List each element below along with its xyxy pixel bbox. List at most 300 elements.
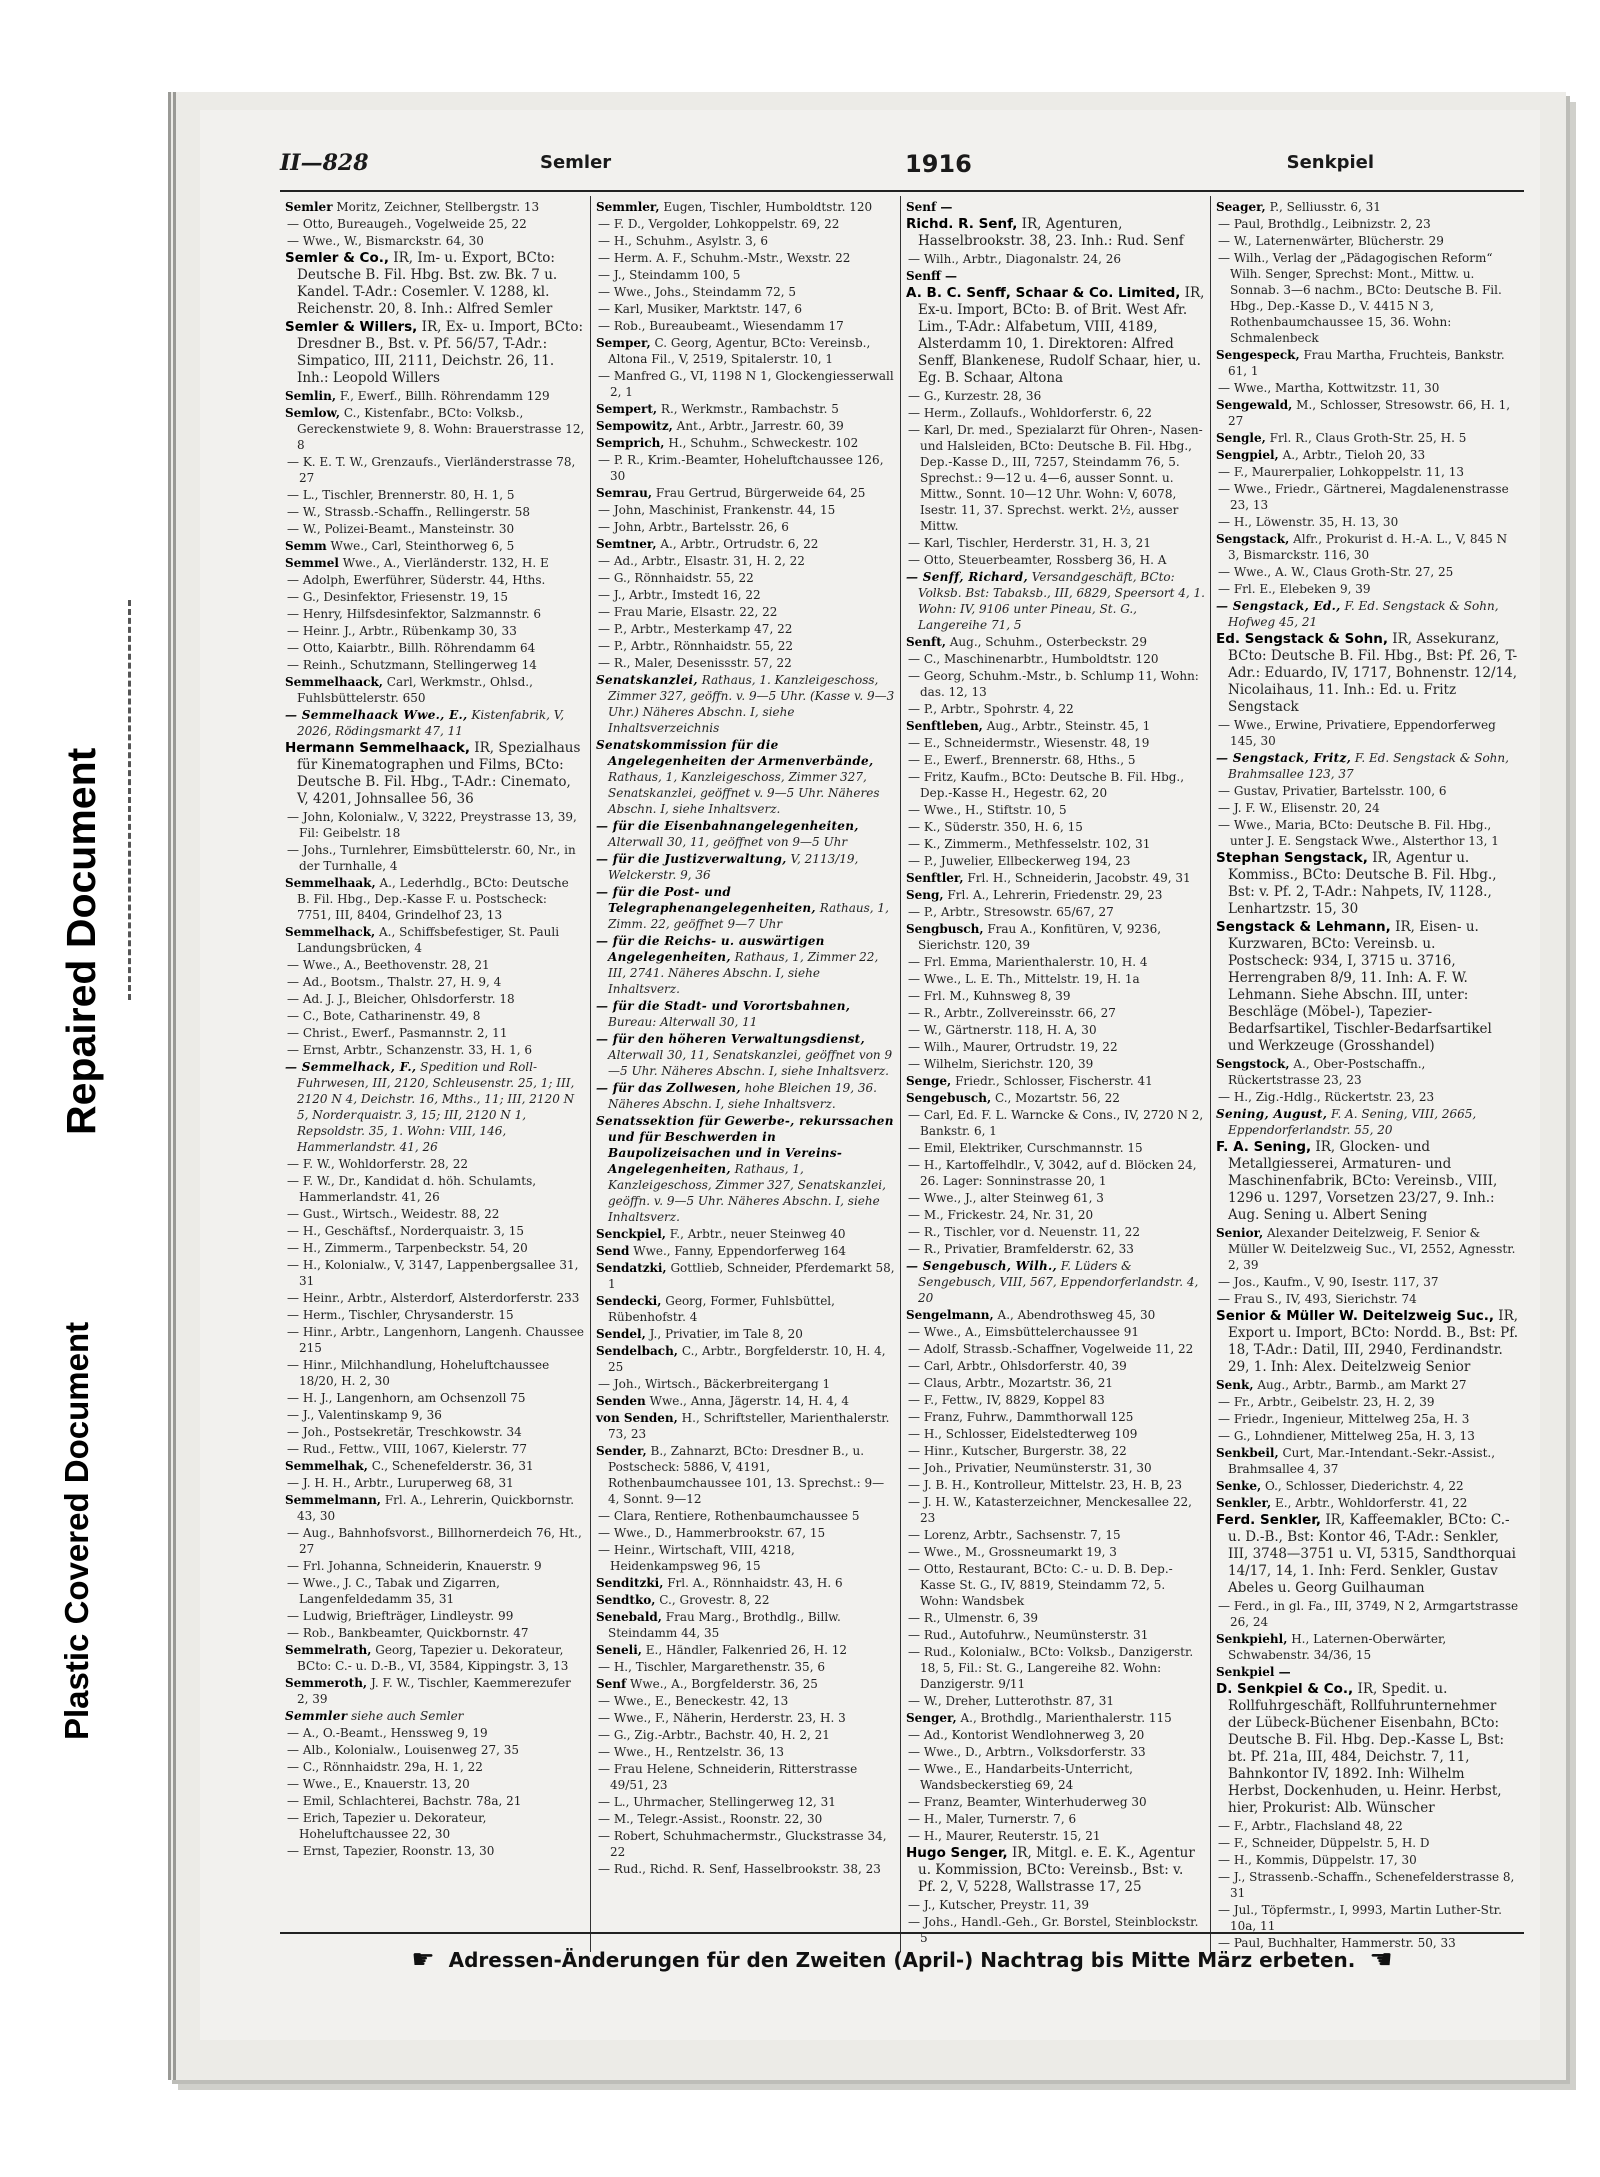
- entry-name: Senatskanzlei,: [596, 673, 698, 687]
- entry-details: — Ad., Kontorist Wendlohnerweg 3, 20: [908, 1728, 1145, 1742]
- directory-entry: [596, 1525, 895, 1541]
- entry-details: Alexander Deitelzweig, F. Senior & Müller W. Deitelzweig Suc., VI, 2552, Agnesstr. 2, 39: [1228, 1226, 1516, 1272]
- entry-details: — Wwe., Erwine, Privatiere, Eppendorferweg 145, 30: [1218, 718, 1496, 748]
- directory-entry: [285, 388, 585, 404]
- entry-name: — für die Post- und Telegraphenangelegenheiten,: [596, 885, 816, 915]
- entry-name: Ed. Sengstack & Sohn,: [1216, 631, 1388, 647]
- directory-entry: [906, 1056, 1205, 1072]
- entry-details: F. Ed. Sengstack & Sohn, Brahmsallee 123, 37: [1228, 751, 1509, 781]
- entry-details: — Gust., Wirtsch., Weidestr. 88, 22: [287, 1207, 500, 1221]
- directory-entry: [1216, 1598, 1519, 1630]
- entry-details: — H., Zig.-Hdlg., Rückertstr. 23, 23: [1218, 1090, 1435, 1104]
- entry-details: — Otto, Bureaugeh., Vogelweide 25, 22: [287, 217, 527, 231]
- entry-details: — F., Maurerpalier, Lohkoppelstr. 11, 13: [1218, 465, 1465, 479]
- directory-entry: [1216, 1291, 1519, 1307]
- directory-entry: [906, 1443, 1205, 1459]
- entry-details: — H., Maurer, Reuterstr. 15, 21: [908, 1829, 1101, 1843]
- directory-entry: [906, 701, 1205, 717]
- entry-details: Frau Gertrud, Bürgerweide 64, 25: [655, 486, 866, 500]
- entry-details: IR, Spedit. u. Rollfuhrgeschäft, Rollfuhrunternehmer der Lübeck-Büchener Eisenbahn, BCto: Deutsche B. Fil. Hbg. Dep.-Kasse L, Bst: bt. Pf. 21a, III, 484, Deichstr. 7, 11, Bahnkontor IV, 1892. Inh: Wilhelm Herbst, Dockenhuden, u. Heinr. Herbst, hier, Prokurist: Alb. Wünscher: [1228, 1681, 1505, 1816]
- directory-entry: [285, 233, 585, 249]
- directory-entry: [1216, 581, 1519, 597]
- directory-entry: [285, 1223, 585, 1239]
- directory-entry: [906, 1644, 1205, 1692]
- entry-details: — P., Arbtr., Mesterkamp 47, 22: [598, 622, 793, 636]
- entry-name: Sengespeck,: [1216, 348, 1300, 362]
- entry-details: IR, Kaffeemakler, BCto: C.- u. D.-B., Bst: Kontor 46, T-Adr.: Senkler, III, 3748—3751 u. VI, 5315, Sandthorquai 14/17, 14, 1. Inh: Ferd. Senkler, Gustav Abeles u. Georg Guilhauman: [1228, 1512, 1517, 1596]
- directory-entry: [285, 1810, 585, 1842]
- directory-entry: [596, 1343, 895, 1375]
- entry-details: — Adolph, Ewerführer, Süderstr. 44, Hths.: [287, 573, 546, 587]
- entry-details: — M., Frickestr. 24, Nr. 31, 20: [908, 1208, 1094, 1222]
- entry-details: — C., Rönnhaidstr. 29a, H. 1, 22: [287, 1760, 483, 1774]
- directory-entry: [285, 623, 585, 639]
- entry-name: Semprich,: [596, 436, 665, 450]
- entry-details: — Manfred G., VI, 1198 N 1, Glockengiesserwall 2, 1: [598, 369, 894, 399]
- directory-entry: [285, 924, 585, 956]
- entry-name: Semrau,: [596, 486, 652, 500]
- directory-entry: [596, 418, 895, 434]
- directory-entry: [596, 621, 895, 637]
- directory-column-4: [1210, 196, 1524, 1952]
- entry-details: — Frau S., IV, 493, Sierichstr. 74: [1218, 1292, 1417, 1306]
- entry-name: — für die Stadt- und Vorortsbahnen,: [596, 999, 851, 1013]
- directory-entry: [1216, 1411, 1519, 1427]
- directory-entry: [1216, 1274, 1519, 1290]
- directory-entry: [285, 199, 585, 215]
- directory-entry: [596, 1659, 895, 1675]
- directory-entry: [906, 921, 1205, 953]
- directory-entry: [596, 502, 895, 518]
- directory-entry: [596, 553, 895, 569]
- directory-entry: [906, 1409, 1205, 1425]
- entry-details: — F., Arbtr., Flachsland 48, 22: [1218, 1819, 1403, 1833]
- entry-details: hohe Bleichen 19, 36. Näheres Abschn. I, siehe Inhaltsverz.: [608, 1081, 877, 1111]
- directory-entry: [906, 802, 1205, 818]
- entry-details: — Friedr., Ingenieur, Mittelweg 25a, H. 3: [1218, 1412, 1470, 1426]
- directory-entry: [1216, 1869, 1519, 1901]
- entry-name: — Semmelhaack Wwe., E.,: [285, 708, 468, 722]
- entry-details: — Wwe., Friedr., Gärtnerei, Magdalenenstrasse 23, 13: [1218, 482, 1509, 512]
- directory-entry: [1216, 564, 1519, 580]
- entry-details: — W., Polizei-Beamt., Mansteinstr. 30: [287, 522, 515, 536]
- entry-details: — R., Privatier, Bramfelderstr. 62, 33: [908, 1242, 1134, 1256]
- entry-details: R., Werkmstr., Rambachstr. 5: [660, 402, 839, 416]
- entry-name: Sender,: [596, 1444, 647, 1458]
- pointing-hand-icon: ☛: [411, 1945, 435, 1975]
- directory-entry: [596, 1326, 895, 1342]
- directory-entry: [596, 570, 895, 586]
- entry-details: — Hinr., Arbtr., Langenhorn, Langenh. Chaussee 215: [287, 1325, 584, 1355]
- directory-entry: [906, 870, 1205, 886]
- directory-entry: [1216, 531, 1519, 563]
- directory-entry: [285, 1458, 585, 1474]
- directory-entry: [906, 552, 1205, 568]
- entry-details: F., Ewerf., Billh. Röhrendamm 129: [339, 389, 550, 403]
- entry-details: — G., Kurzestr. 28, 36: [908, 389, 1042, 403]
- directory-entry: [906, 1358, 1205, 1374]
- entry-details: IR, Agentur u. Kommiss., BCto: Deutsche B. Fil. Hbg., Bst: v. Pf. 2, T-Adr.: Nahpets, IV, 1128., Lenhartzstr. 15, 30: [1228, 850, 1497, 917]
- directory-entry: [906, 1426, 1205, 1442]
- entry-name: Semmel: [285, 556, 339, 570]
- directory-entry: [596, 1243, 895, 1259]
- footer-notice: [280, 1942, 1524, 1978]
- entry-details: F. Ed. Sengstack & Sohn, Hofweg 45, 21: [1228, 599, 1499, 629]
- entry-details: — Wwe., Johs., Steindamm 72, 5: [598, 285, 796, 299]
- directory-entry: [596, 1410, 895, 1442]
- highlighted-entry: [596, 1080, 895, 1112]
- entry-name: Senke,: [1216, 1479, 1262, 1493]
- entry-details: E., Händler, Falkenried 26, H. 12: [645, 1643, 848, 1657]
- directory-page: [200, 110, 1540, 2040]
- directory-entry: [906, 199, 1205, 215]
- directory-entry: [596, 318, 895, 334]
- directory-entry: [285, 1206, 585, 1222]
- highlighted-entry: [596, 851, 895, 883]
- entry-name: — für die Reichs- u. auswärtigen Angelegenheiten,: [596, 934, 825, 964]
- entry-details: — Johs., Handl.-Geh., Gr. Borstel, Steinblockstr. 5: [908, 1915, 1199, 1945]
- firm-entry: [1216, 919, 1519, 1055]
- directory-entry: [285, 1642, 585, 1674]
- entry-details: — Rud., Fettw., VIII, 1067, Kielerstr. 77: [287, 1442, 527, 1456]
- entry-name: Senior,: [1216, 1226, 1264, 1240]
- directory-entry: [906, 1107, 1205, 1139]
- directory-entry: [906, 1140, 1205, 1156]
- directory-entry: [285, 1625, 585, 1641]
- entry-name: Senior & Müller W. Deitelzweig Suc.,: [1216, 1308, 1494, 1324]
- directory-entry: [285, 974, 585, 990]
- highlighted-entry: [1216, 1106, 1519, 1138]
- entry-name: Semmelrath,: [285, 1643, 372, 1657]
- directory-entry: [1216, 1428, 1519, 1444]
- directory-entry: [1216, 347, 1519, 379]
- entry-details: Rathaus, 1. Kanzleigeschoss, Zimmer 327, geöffn. v. 9—5 Uhr. (Kasse v. 9—3 Uhr.) Näheres Abschn. I, siehe Inhaltsverzeichnis: [608, 673, 895, 735]
- directory-entry: [906, 904, 1205, 920]
- entry-details: Moritz, Zeichner, Stellbergstr. 13: [336, 200, 540, 214]
- entry-details: C., Arbtr., Borgfelderstr. 10, H. 4, 25: [608, 1344, 886, 1374]
- directory-entry: [285, 657, 585, 673]
- directory-entry: [285, 809, 585, 841]
- directory-entry: [285, 1424, 585, 1440]
- entry-name: — Semmelhack, F.,: [285, 1060, 417, 1074]
- entry-name: Sendtko,: [596, 1593, 656, 1607]
- directory-entry: [906, 1375, 1205, 1391]
- directory-entry: [285, 991, 585, 1007]
- directory-entry: [285, 589, 585, 605]
- directory-entry: [285, 1575, 585, 1607]
- entry-details: Wwe., A., Borgfelderstr. 36, 25: [630, 1677, 818, 1691]
- directory-entry: [906, 853, 1205, 869]
- directory-entry: [285, 521, 585, 537]
- directory-entry: [596, 604, 895, 620]
- entry-details: — G., Desinfektor, Friesenstr. 19, 15: [287, 590, 508, 604]
- directory-entry: [1216, 1835, 1519, 1851]
- directory-entry: [596, 250, 895, 266]
- entry-name: — für das Zollwesen,: [596, 1081, 741, 1095]
- entry-details: — Herm., Tischler, Chrysanderstr. 15: [287, 1308, 514, 1322]
- entry-details: Aug., Arbtr., Barmb., am Markt 27: [1257, 1378, 1467, 1392]
- directory-entry: [285, 1025, 585, 1041]
- entry-details: — Hinr., Milchhandlung, Hoheluftchaussee 18/20, H. 2, 30: [287, 1358, 550, 1388]
- directory-entry: [906, 1157, 1205, 1189]
- entry-details: Alterwall 30, 11, Senatskanzlei, geöffnet von 9—5 Uhr. Näheres Abschn. I, siehe Inhaltsverz.: [608, 1048, 893, 1078]
- directory-entry: [1216, 817, 1519, 849]
- entry-name: Send: [596, 1244, 630, 1258]
- entry-details: O., Schlosser, Diederichstr. 4, 22: [1264, 1479, 1464, 1493]
- entry-details: A., Lederhdlg., BCto: Deutsche B. Fil. Hbg., Dep.-Kasse F. u. Postscheck: 7751, III, 8404, Grindelhof 23, 13: [297, 876, 569, 922]
- entry-details: — Jos., Kaufm., V, 90, Isestr. 117, 37: [1218, 1275, 1439, 1289]
- directory-entry: [596, 1710, 895, 1726]
- directory-entry: [285, 1324, 585, 1356]
- entry-name: Semler: [285, 200, 333, 214]
- entry-name: Semmelhack,: [285, 925, 376, 939]
- directory-entry: [596, 1861, 895, 1877]
- entry-details: — W., Strassb.-Schaffn., Rellingerstr. 58: [287, 505, 531, 519]
- entry-name: Senge,: [906, 1074, 952, 1088]
- entry-details: — Wwe., W., Bismarckstr. 64, 30: [287, 234, 484, 248]
- directory-column-1: [280, 196, 590, 1952]
- page-number: II—828: [280, 150, 369, 176]
- entry-details: — Rob., Bankbeamter, Quickbornstr. 47: [287, 1626, 529, 1640]
- directory-entry: [906, 1207, 1205, 1223]
- directory-entry: [1216, 1852, 1519, 1868]
- entry-details: — Wwe., F., Näherin, Herderstr. 23, H. 3: [598, 1711, 846, 1725]
- entry-details: — Rob., Bureaubeamt., Wiesendamm 17: [598, 319, 844, 333]
- directory-entry: [906, 1727, 1205, 1743]
- directory-entry: [285, 1793, 585, 1809]
- directory-entry: [596, 1609, 895, 1641]
- entry-details: — H., Tischler, Margarethenstr. 35, 6: [598, 1660, 825, 1674]
- directory-entry: [906, 1693, 1205, 1709]
- entry-details: — Wilh., Arbtr., Diagonalstr. 24, 26: [908, 252, 1121, 266]
- entry-details: Ant., Arbtr., Jarrestr. 60, 39: [676, 419, 844, 433]
- entry-details: IR, Assekuranz, BCto: Deutsche B. Fil. Hbg., Bst: Pf. 26, T-Adr.: Eduardo, IV, 1717, Bohnenstr. 12/14, Nicolaihaus, 11. Inh.: Ed. u. Fritz Sengstack: [1228, 631, 1518, 715]
- firm-entry: [285, 250, 585, 318]
- directory-entry: [596, 1642, 895, 1658]
- directory-entry: [596, 1744, 895, 1760]
- entry-details: Curt, Mar.-Intendant.-Sekr.-Assist., Brahmsallee 4, 37: [1228, 1446, 1496, 1476]
- highlighted-entry: [906, 1258, 1205, 1306]
- entry-details: — E., Schneidermstr., Wiesenstr. 48, 19: [908, 736, 1150, 750]
- firm-entry: [906, 285, 1205, 387]
- entry-details: — J. H. W., Katasterzeichner, Menckesallee 22, 23: [908, 1495, 1192, 1525]
- entry-details: — M., Telegr.-Assist., Roonstr. 22, 30: [598, 1812, 823, 1826]
- directory-entry: [906, 651, 1205, 667]
- entry-name: Semmelhak,: [285, 1459, 368, 1473]
- entry-name: A. B. C. Senff, Schaar & Co. Limited,: [906, 285, 1181, 301]
- directory-entry: [285, 487, 585, 503]
- entry-name: Seneli,: [596, 1643, 642, 1657]
- directory-column-3: [900, 196, 1210, 1952]
- entry-details: — H., Kommis, Düppelstr. 17, 30: [1218, 1853, 1417, 1867]
- directory-entry: [285, 1558, 585, 1574]
- directory-entry: [596, 536, 895, 552]
- entry-details: — W., Gärtnerstr. 118, H. A, 30: [908, 1023, 1097, 1037]
- entry-name: Sening, August,: [1216, 1107, 1328, 1121]
- entry-details: Frau A., Konfitüren, V, 9236, Sierichstr. 120, 39: [918, 922, 1162, 952]
- directory-entry: [1216, 800, 1519, 816]
- directory-entry: [906, 819, 1205, 835]
- highlighted-entry: [1216, 750, 1519, 782]
- entry-details: — K., Zimmerm., Methfesselstr. 102, 31: [908, 837, 1151, 851]
- entry-details: — F. D., Vergolder, Lohkoppelstr. 69, 22: [598, 217, 840, 231]
- directory-entry: [285, 640, 585, 656]
- directory-entry: [906, 1190, 1205, 1206]
- highlighted-entry: [906, 569, 1205, 633]
- entry-details: — Wwe., L. E. Th., Mittelstr. 19, H. 1a: [908, 972, 1140, 986]
- entry-details: — J., Arbtr., Imstedt 16, 22: [598, 588, 761, 602]
- directory-entry: [285, 1675, 585, 1707]
- directory-entry: [285, 572, 585, 588]
- directory-entry: [285, 454, 585, 486]
- entry-details: — Wwe., E., Knauerstr. 13, 20: [287, 1777, 470, 1791]
- entry-details: — W., Dreher, Lutterothstr. 87, 31: [908, 1694, 1114, 1708]
- entry-name: Senff —: [906, 269, 958, 283]
- highlighted-entry: [596, 737, 895, 817]
- left-guide-word: Semler: [540, 152, 612, 173]
- entry-details: Versandgeschäft, BCto: Volksb. Bst: Tabaksb., III, 6829, Speersort 4, 1. Wohn: IV, 9106 unter Pineau, St. G., Langereihe 71, 5: [918, 570, 1205, 632]
- directory-entry: [596, 587, 895, 603]
- entry-details: — C., Bote, Catharinenstr. 49, 8: [287, 1009, 481, 1023]
- entry-details: — Wwe., M., Grossneumarkt 19, 3: [908, 1545, 1117, 1559]
- directory-entry: [596, 1443, 895, 1507]
- directory-entry: [596, 485, 895, 501]
- entry-name: Sengelmann,: [906, 1308, 994, 1322]
- firm-entry: [1216, 1139, 1519, 1224]
- firm-entry: [1216, 631, 1519, 716]
- entry-name: Senditzki,: [596, 1576, 664, 1590]
- entry-name: — Sengstack, Ed.,: [1216, 599, 1341, 613]
- entry-details: — Christ., Ewerf., Pasmannstr. 2, 11: [287, 1026, 508, 1040]
- firm-entry: [285, 740, 585, 808]
- directory-entry: [596, 435, 895, 451]
- entry-details: — Carl, Arbtr., Ohlsdorferstr. 40, 39: [908, 1359, 1127, 1373]
- directory-entry: [906, 268, 1205, 284]
- directory-entry: [596, 1508, 895, 1524]
- directory-entry: [285, 1759, 585, 1775]
- entry-details: — Wwe., Martha, Kottwitzstr. 11, 30: [1218, 381, 1440, 395]
- entry-details: — Wwe., A., Eimsbüttelerchaussee 91: [908, 1325, 1139, 1339]
- entry-details: — Wwe., A. W., Claus Groth-Str. 27, 25: [1218, 565, 1454, 579]
- directory-entry: [906, 1544, 1205, 1560]
- entry-details: — Karl, Dr. med., Spezialarzt für Ohren-, Nasen- und Halsleiden, BCto: Deutsche B. Fil. Hbg., Dep.-Kasse D., III, 7257, Steindamm 76, 5. Sprechst.: 9—12 u. 4—6, ausser Sonnt. u. Mittw., Sonnt. 10—12 Uhr. Wohn: V, 6078, Isestr. 11, 37. Sprechst. werkt. 2½, ausser Mittw.: [908, 423, 1203, 533]
- entry-details: — Hinr., Kutscher, Burgerstr. 38, 22: [908, 1444, 1127, 1458]
- directory-entry: [906, 1761, 1205, 1793]
- entry-name: Semmelhaack,: [285, 675, 383, 689]
- entry-details: — J. F. W., Elisenstr. 20, 24: [1218, 801, 1380, 815]
- directory-entry: [1216, 481, 1519, 513]
- entry-details: — P., Arbtr., Rönnhaidstr. 55, 22: [598, 639, 793, 653]
- entry-details: — Carl, Ed. F. L. Warncke & Cons., IV, 2720 N 2, Bankstr. 6, 1: [908, 1108, 1204, 1138]
- entry-details: — C., Maschinenarbtr., Humboldtstr. 120: [908, 652, 1159, 666]
- directory-entry: [1216, 1225, 1519, 1273]
- entry-name: Ferd. Senkler,: [1216, 1512, 1322, 1528]
- entry-details: Alterwall 30, 11, geöffnet von 9—5 Uhr: [608, 835, 848, 849]
- directory-entry: [596, 233, 895, 249]
- entry-details: — Clara, Rentiere, Rothenbaumchaussee 5: [598, 1509, 860, 1523]
- firm-entry: [906, 1845, 1205, 1896]
- entry-details: — Paul, Buchhalter, Hammerstr. 50, 33: [1218, 1936, 1456, 1950]
- dashed-divider: [128, 600, 131, 1000]
- entry-details: — Franz, Beamter, Winterhuderweg 30: [908, 1795, 1147, 1809]
- entry-name: — Sengebusch, Wilh.,: [906, 1259, 1057, 1273]
- directory-entry: [1216, 783, 1519, 799]
- entry-details: — R., Arbtr., Zollvereinsstr. 66, 27: [908, 1006, 1116, 1020]
- entry-name: Senftler,: [906, 871, 964, 885]
- directory-entry: [1216, 464, 1519, 480]
- entry-details: — G., Rönnhaidstr. 55, 22: [598, 571, 754, 585]
- entry-name: Sendecki,: [596, 1294, 662, 1308]
- directory-entry: [906, 1460, 1205, 1476]
- directory-entry: [285, 1407, 585, 1423]
- firm-entry: [1216, 1681, 1519, 1817]
- entry-details: — J., Steindamm 100, 5: [598, 268, 741, 282]
- entry-name: Semmelmann,: [285, 1493, 381, 1507]
- entry-details: C., Mozartstr. 56, 22: [994, 1091, 1120, 1105]
- directory-entry: [596, 1293, 895, 1325]
- directory-entry: [906, 1610, 1205, 1626]
- firm-entry: [1216, 850, 1519, 918]
- directory-entry: [285, 405, 585, 453]
- running-head: [280, 150, 1524, 186]
- entry-details: — L., Uhrmacher, Stellingerweg 12, 31: [598, 1795, 836, 1809]
- entry-details: — Heinr., Wirtschaft, VIII, 4218, Heidenkampsweg 96, 15: [598, 1543, 795, 1573]
- entry-details: — Reinh., Schutzmann, Stellingerweg 14: [287, 658, 537, 672]
- entry-details: A., Ober-Postschaffn., Rückertstrasse 23, 23: [1228, 1057, 1426, 1087]
- directory-entry: [1216, 1631, 1519, 1663]
- entry-details: — F. W., Wohldorferstr. 28, 22: [287, 1157, 469, 1171]
- entry-details: — Adolf, Strassb.-Schaffner, Vogelweide 11, 22: [908, 1342, 1194, 1356]
- firm-entry: [906, 216, 1205, 250]
- entry-details: — Wwe., Maria, BCto: Deutsche B. Fil. Hbg., unter J. E. Sengstack Wwe., Alsterthor 13, 1: [1218, 818, 1499, 848]
- entry-name: Semler & Willers,: [285, 319, 418, 335]
- directory-entry: [285, 1742, 585, 1758]
- highlighted-entry: [596, 998, 895, 1030]
- directory-entry: [1216, 1394, 1519, 1410]
- directory-entry: [596, 284, 895, 300]
- directory-entry: [596, 1542, 895, 1574]
- directory-entry: [596, 655, 895, 671]
- directory-entry: [1216, 233, 1519, 249]
- entry-details: F. A. Sening, VIII, 2665, Eppendorferlandstr. 55, 20: [1228, 1107, 1477, 1137]
- entry-name: von Senden,: [596, 1411, 678, 1425]
- entry-details: — F., Fettw., IV, 8829, Koppel 83: [908, 1393, 1105, 1407]
- footer-rule: [280, 1932, 1524, 1934]
- entry-details: — Wwe., E., Beneckestr. 42, 13: [598, 1694, 789, 1708]
- directory-entry: [906, 388, 1205, 404]
- directory-entry: [596, 1693, 895, 1709]
- directory-entry: [1216, 1089, 1519, 1105]
- entry-details: — Lorenz, Arbtr., Sachsenstr. 7, 15: [908, 1528, 1121, 1542]
- entry-details: — H., Kartoffelhdlr., V, 3042, auf d. Blöcken 24, 26. Lager: Sonninstrasse 20, 1: [908, 1158, 1197, 1188]
- entry-details: A., Schiffsbefestiger, St. Pauli Landungsbrücken, 4: [297, 925, 560, 955]
- entry-details: Wwe., Carl, Steinthorweg 6, 5: [330, 539, 515, 553]
- entry-details: — Wwe., J. C., Tabak und Zigarren, Langenfeldedamm 35, 31: [287, 1576, 500, 1606]
- entry-details: — Jul., Töpfermstr., I, 9993, Martin Luther-Str. 10a, 11: [1218, 1903, 1502, 1933]
- directory-entry: [596, 401, 895, 417]
- entry-details: Frl. H., Schneiderin, Jacobstr. 49, 31: [967, 871, 1191, 885]
- highlighted-entry: [596, 672, 895, 736]
- entry-details: Carl, Werkmstr., Ohlsd., Fuhlsbüttelerstr. 650: [297, 675, 533, 705]
- directory-entry: [285, 1525, 585, 1557]
- entry-details: Wwe., Anna, Jägerstr. 14, H. 4, 4: [649, 1394, 850, 1408]
- entry-details: — Rud., Richd. R. Senf, Hasselbrookstr. 38, 23: [598, 1862, 881, 1876]
- directory-entry: [1216, 1377, 1519, 1393]
- entry-details: — Frl. Emma, Marienthalerstr. 10, H. 4: [908, 955, 1148, 969]
- directory-entry: [906, 752, 1205, 768]
- entry-details: — Herm. A. F., Schuhm.-Mstr., Wexstr. 22: [598, 251, 851, 265]
- entry-details: — P., Arbtr., Stresowstr. 65/67, 27: [908, 905, 1114, 919]
